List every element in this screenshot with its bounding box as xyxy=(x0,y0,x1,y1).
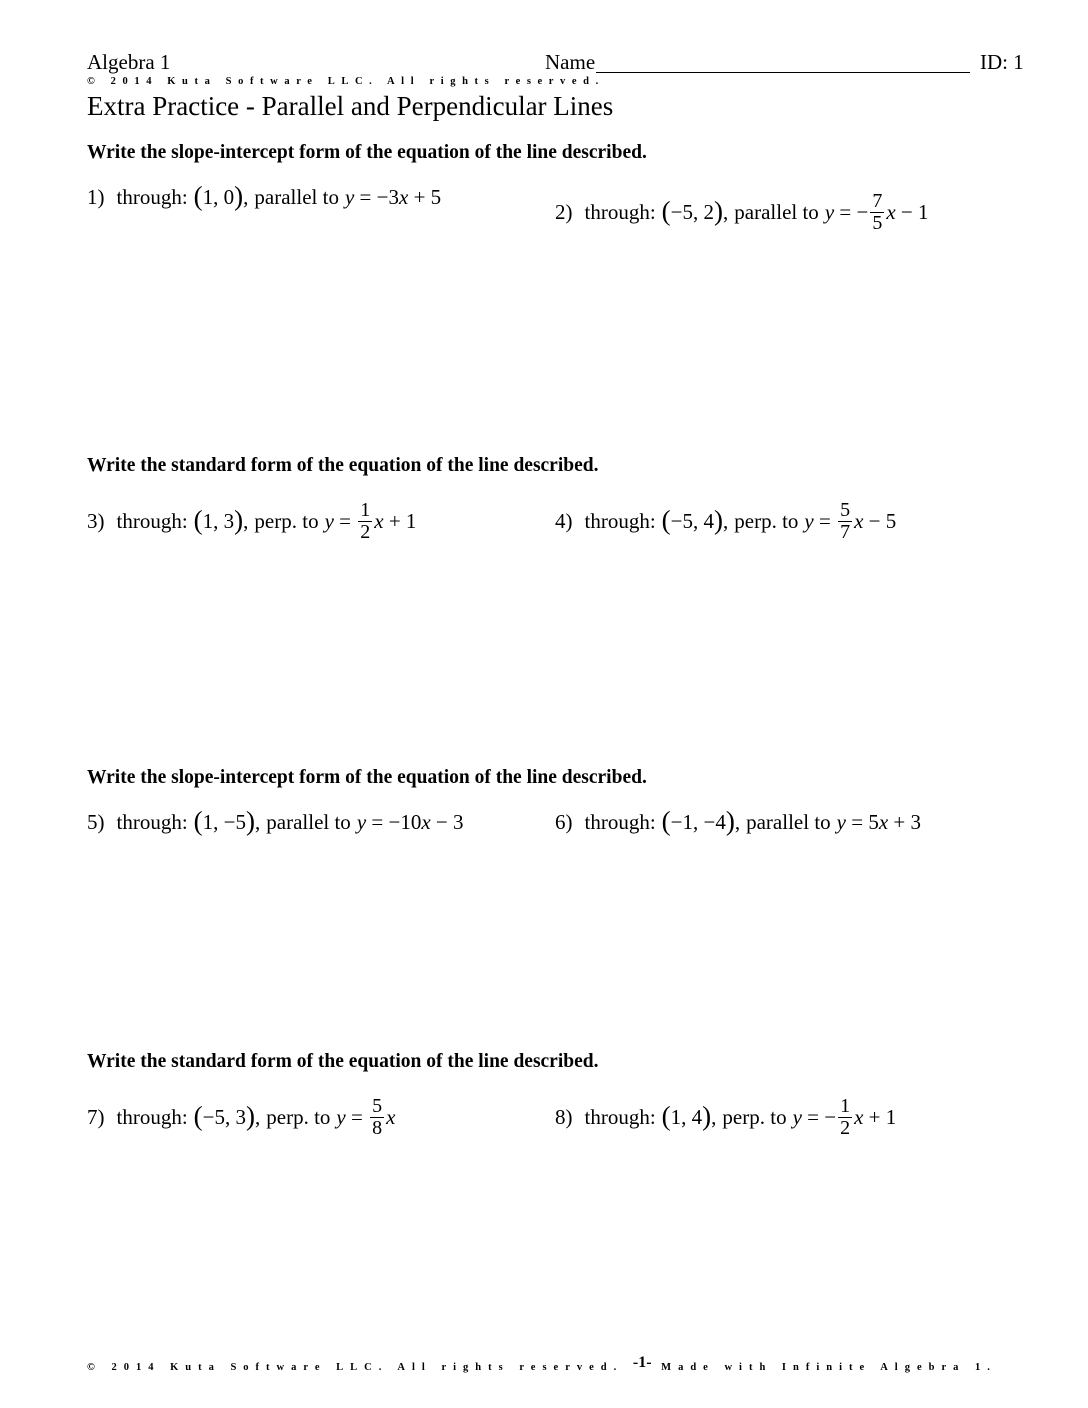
equation-tail: x − 5 xyxy=(854,509,897,533)
worksheet-title: Extra Practice - Parallel and Perpendicular Lines xyxy=(87,91,614,121)
relation-label: perp. to xyxy=(266,1105,331,1129)
line-equation: y = 5x + 3 xyxy=(836,810,921,834)
numerator: 1 xyxy=(360,499,371,521)
through-label: through: xyxy=(584,810,656,834)
line-equation: y = −3x + 5 xyxy=(344,185,442,209)
equation-tail: x xyxy=(386,1105,396,1129)
line-equation: y = −10x − 3 xyxy=(356,810,464,834)
point: ( 1, 4 ) , xyxy=(661,1101,717,1131)
section-instruction: Write the slope-intercept form of the equation of the line described. xyxy=(87,767,647,788)
sign: − xyxy=(824,1105,837,1129)
y-variable: y xyxy=(792,1105,802,1129)
problem-number: 8) xyxy=(555,1105,573,1129)
equation-tail: x − 1 xyxy=(886,200,929,224)
y-variable: y xyxy=(804,509,814,533)
course-name: Algebra 1 xyxy=(87,50,171,74)
numerator: 1 xyxy=(840,1095,851,1117)
section-instruction: Write the slope-intercept form of the equation of the line described. xyxy=(87,142,647,163)
denominator: 2 xyxy=(840,1117,851,1139)
problem-3: 3) through: ( 1, 3 ) , perp. to y = $\frac{1}{2}$ x + 1 xyxy=(87,499,417,543)
denominator: 7 xyxy=(840,521,851,543)
relation-label: parallel to xyxy=(266,810,351,834)
relation-label: perp. to xyxy=(254,509,319,533)
point: ( 1, 3 ) , xyxy=(193,505,249,535)
denominator: 8 xyxy=(372,1117,383,1139)
point: ( −5, 4 ) , xyxy=(661,505,729,535)
denominator: 2 xyxy=(360,521,371,543)
point: ( 1, 0 ) , xyxy=(193,181,249,211)
slope-fraction xyxy=(370,1096,384,1139)
y-variable: y xyxy=(824,200,835,224)
problem-number: 1) xyxy=(87,185,105,209)
sign: − xyxy=(856,200,869,224)
copyright-top: © 2014 Kuta Software LLC. All rights reserved. xyxy=(87,76,605,87)
problem-4: 4) through: ( −5, 4 ) , perp. to y = $\frac{5}{7}$ x − 5 xyxy=(555,499,897,543)
problem-6 xyxy=(555,806,921,836)
y-variable: y xyxy=(324,509,334,533)
through-label: through: xyxy=(584,200,656,224)
problem-number: 6) xyxy=(555,810,573,834)
through-label: through: xyxy=(116,185,188,209)
denominator: 5 xyxy=(872,212,883,234)
relation-label: parallel to xyxy=(746,810,831,834)
relation-label: perp. to xyxy=(734,509,799,533)
problem-5 xyxy=(87,806,464,836)
problem-number: 5) xyxy=(87,810,105,834)
relation-label: parallel to xyxy=(254,185,339,209)
numerator: 5 xyxy=(840,499,851,521)
through-label: through: xyxy=(116,509,188,533)
problem-number: 3) xyxy=(87,509,105,533)
numerator: 7 xyxy=(872,190,883,212)
problem-2: 2) through: ( −5, 2 ) , parallel to y = − $\frac{7}{5}$ x − 1 xyxy=(555,190,929,234)
point: ( −1, −4 ) , xyxy=(661,806,741,836)
page-number: -1- xyxy=(632,1354,652,1371)
footer-copyright: © 2014 Kuta Software LLC. All rights reserved. xyxy=(87,1362,624,1373)
numerator: 5 xyxy=(372,1095,383,1117)
name-field-line[interactable] xyxy=(596,72,970,73)
point: ( −5, 2 ) , xyxy=(661,196,729,226)
point: ( −5, 3 ) , xyxy=(193,1101,261,1131)
section-instruction: Write the standard form of the equation of the line described. xyxy=(87,455,599,476)
relation-label: parallel to xyxy=(734,200,819,224)
slope-fraction xyxy=(838,500,852,543)
section-instruction: Write the standard form of the equation of the line described. xyxy=(87,1051,599,1072)
problem-1 xyxy=(87,181,442,211)
problem-7: 7) through: ( −5, 3 ) , perp. to y = $\frac{5}{8}$ x xyxy=(87,1095,396,1139)
problem-8: 8) through: ( 1, 4 ) , perp. to y = − $\frac{1}{2}$ x + 1 xyxy=(555,1095,897,1139)
through-label: through: xyxy=(584,509,656,533)
problem-number: 2) xyxy=(555,200,573,224)
name-label: Name xyxy=(545,50,596,74)
y-variable: y xyxy=(336,1105,346,1129)
relation-label: perp. to xyxy=(722,1105,787,1129)
equation-tail: x + 1 xyxy=(374,509,417,533)
slope-fraction xyxy=(838,1096,852,1139)
through-label: through: xyxy=(116,1105,188,1129)
problem-number: 4) xyxy=(555,509,573,533)
point: ( 1, −5 ) , xyxy=(193,806,261,836)
problem-number: 7) xyxy=(87,1105,105,1129)
footer-made-with: Made with Infinite Algebra 1. xyxy=(661,1362,997,1373)
slope-fraction xyxy=(870,191,884,234)
footer xyxy=(87,1354,997,1375)
equation-tail: x + 1 xyxy=(854,1105,897,1129)
slope-fraction xyxy=(358,500,372,543)
through-label: through: xyxy=(116,810,188,834)
through-label: through: xyxy=(584,1105,656,1129)
id-label: ID: 1 xyxy=(980,50,1024,74)
